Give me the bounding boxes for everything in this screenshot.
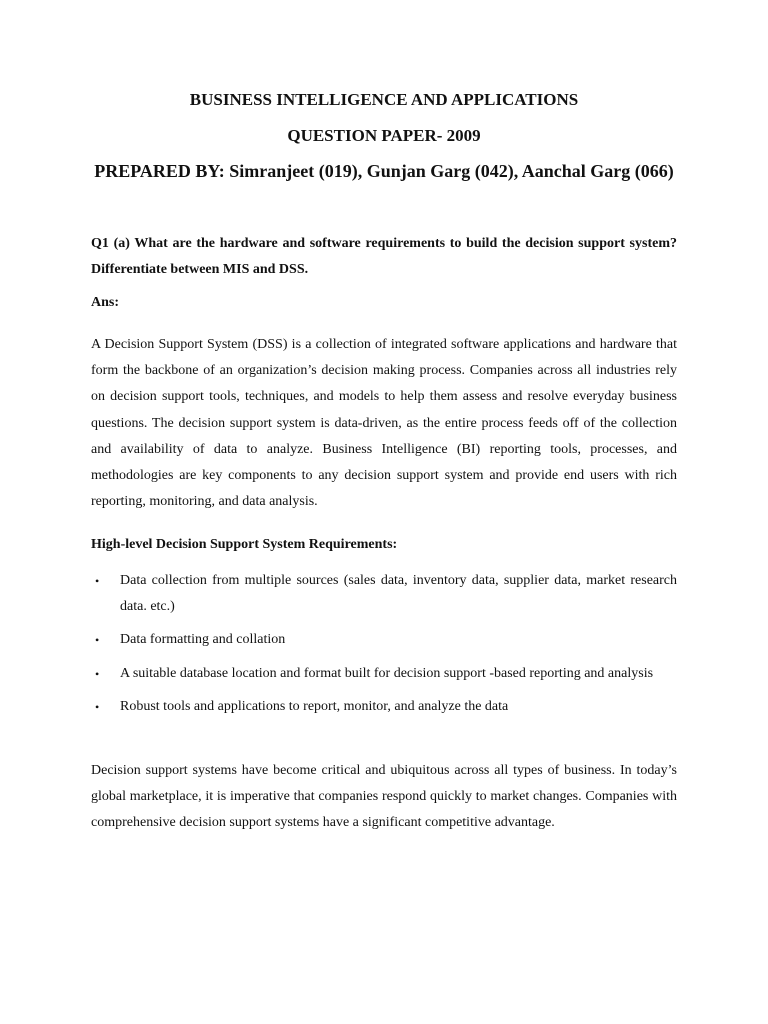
list-item-text: Robust tools and applications to report, monitor, and analyze the data <box>120 698 509 714</box>
answer-intro-paragraph: A Decision Support System (DSS) is a collection of integrated software applications and hardware that form the backbone of an organization’s decision making process. Companies across all industries rely on decision support tools, techniques, and models to help them assess and resolve everyday business questions. The decision support system is data-driven, as the entire process feeds off of the collection and availability of data to analyze. Business Intelligence (BI) reporting tools, processes, and methodologies are key components to any decision support system and provide end users with rich reporting, monitoring, and data analysis. <box>91 337 677 510</box>
list-item <box>91 627 677 653</box>
bullet-icon: • <box>95 666 100 681</box>
document-title: BUSINESS INTELLIGENCE AND APPLICATIONS <box>189 90 579 109</box>
answer-label: Ans: <box>91 295 120 310</box>
bullet-icon: • <box>95 699 100 714</box>
answer-conclusion-paragraph: Decision support systems have become critical and ubiquitous across all types of business. In today’s global marketplace, it is imperative that companies respond quickly to market changes. Companies with comprehensive decision support systems have a significant competitive advantage. <box>91 763 677 831</box>
list-item-text: A suitable database location and format built for decision support -based reporting and analysis <box>120 665 654 681</box>
list-item <box>91 661 677 687</box>
document-subtitle: QUESTION PAPER- 2009 <box>287 126 481 145</box>
bullet-icon: • <box>95 633 100 648</box>
list-item-text: Data formatting and collation <box>120 632 286 648</box>
list-item-text: Data collection from multiple sources (sales data, inventory data, supplier data, market research data. etc.) <box>120 573 677 615</box>
requirements-list <box>91 568 677 727</box>
list-item <box>91 568 677 620</box>
list-item <box>91 694 677 720</box>
prepared-by-line: PREPARED BY: Simranjeet (019), Gunjan Garg (042), Aanchal Garg (066) <box>94 161 674 181</box>
bullet-icon: • <box>95 574 100 588</box>
question-text: Q1 (a) What are the hardware and software requirements to build the decision support system? Differentiate between MIS and DSS. <box>91 236 677 277</box>
requirements-heading: High-level Decision Support System Requirements: <box>91 537 398 552</box>
